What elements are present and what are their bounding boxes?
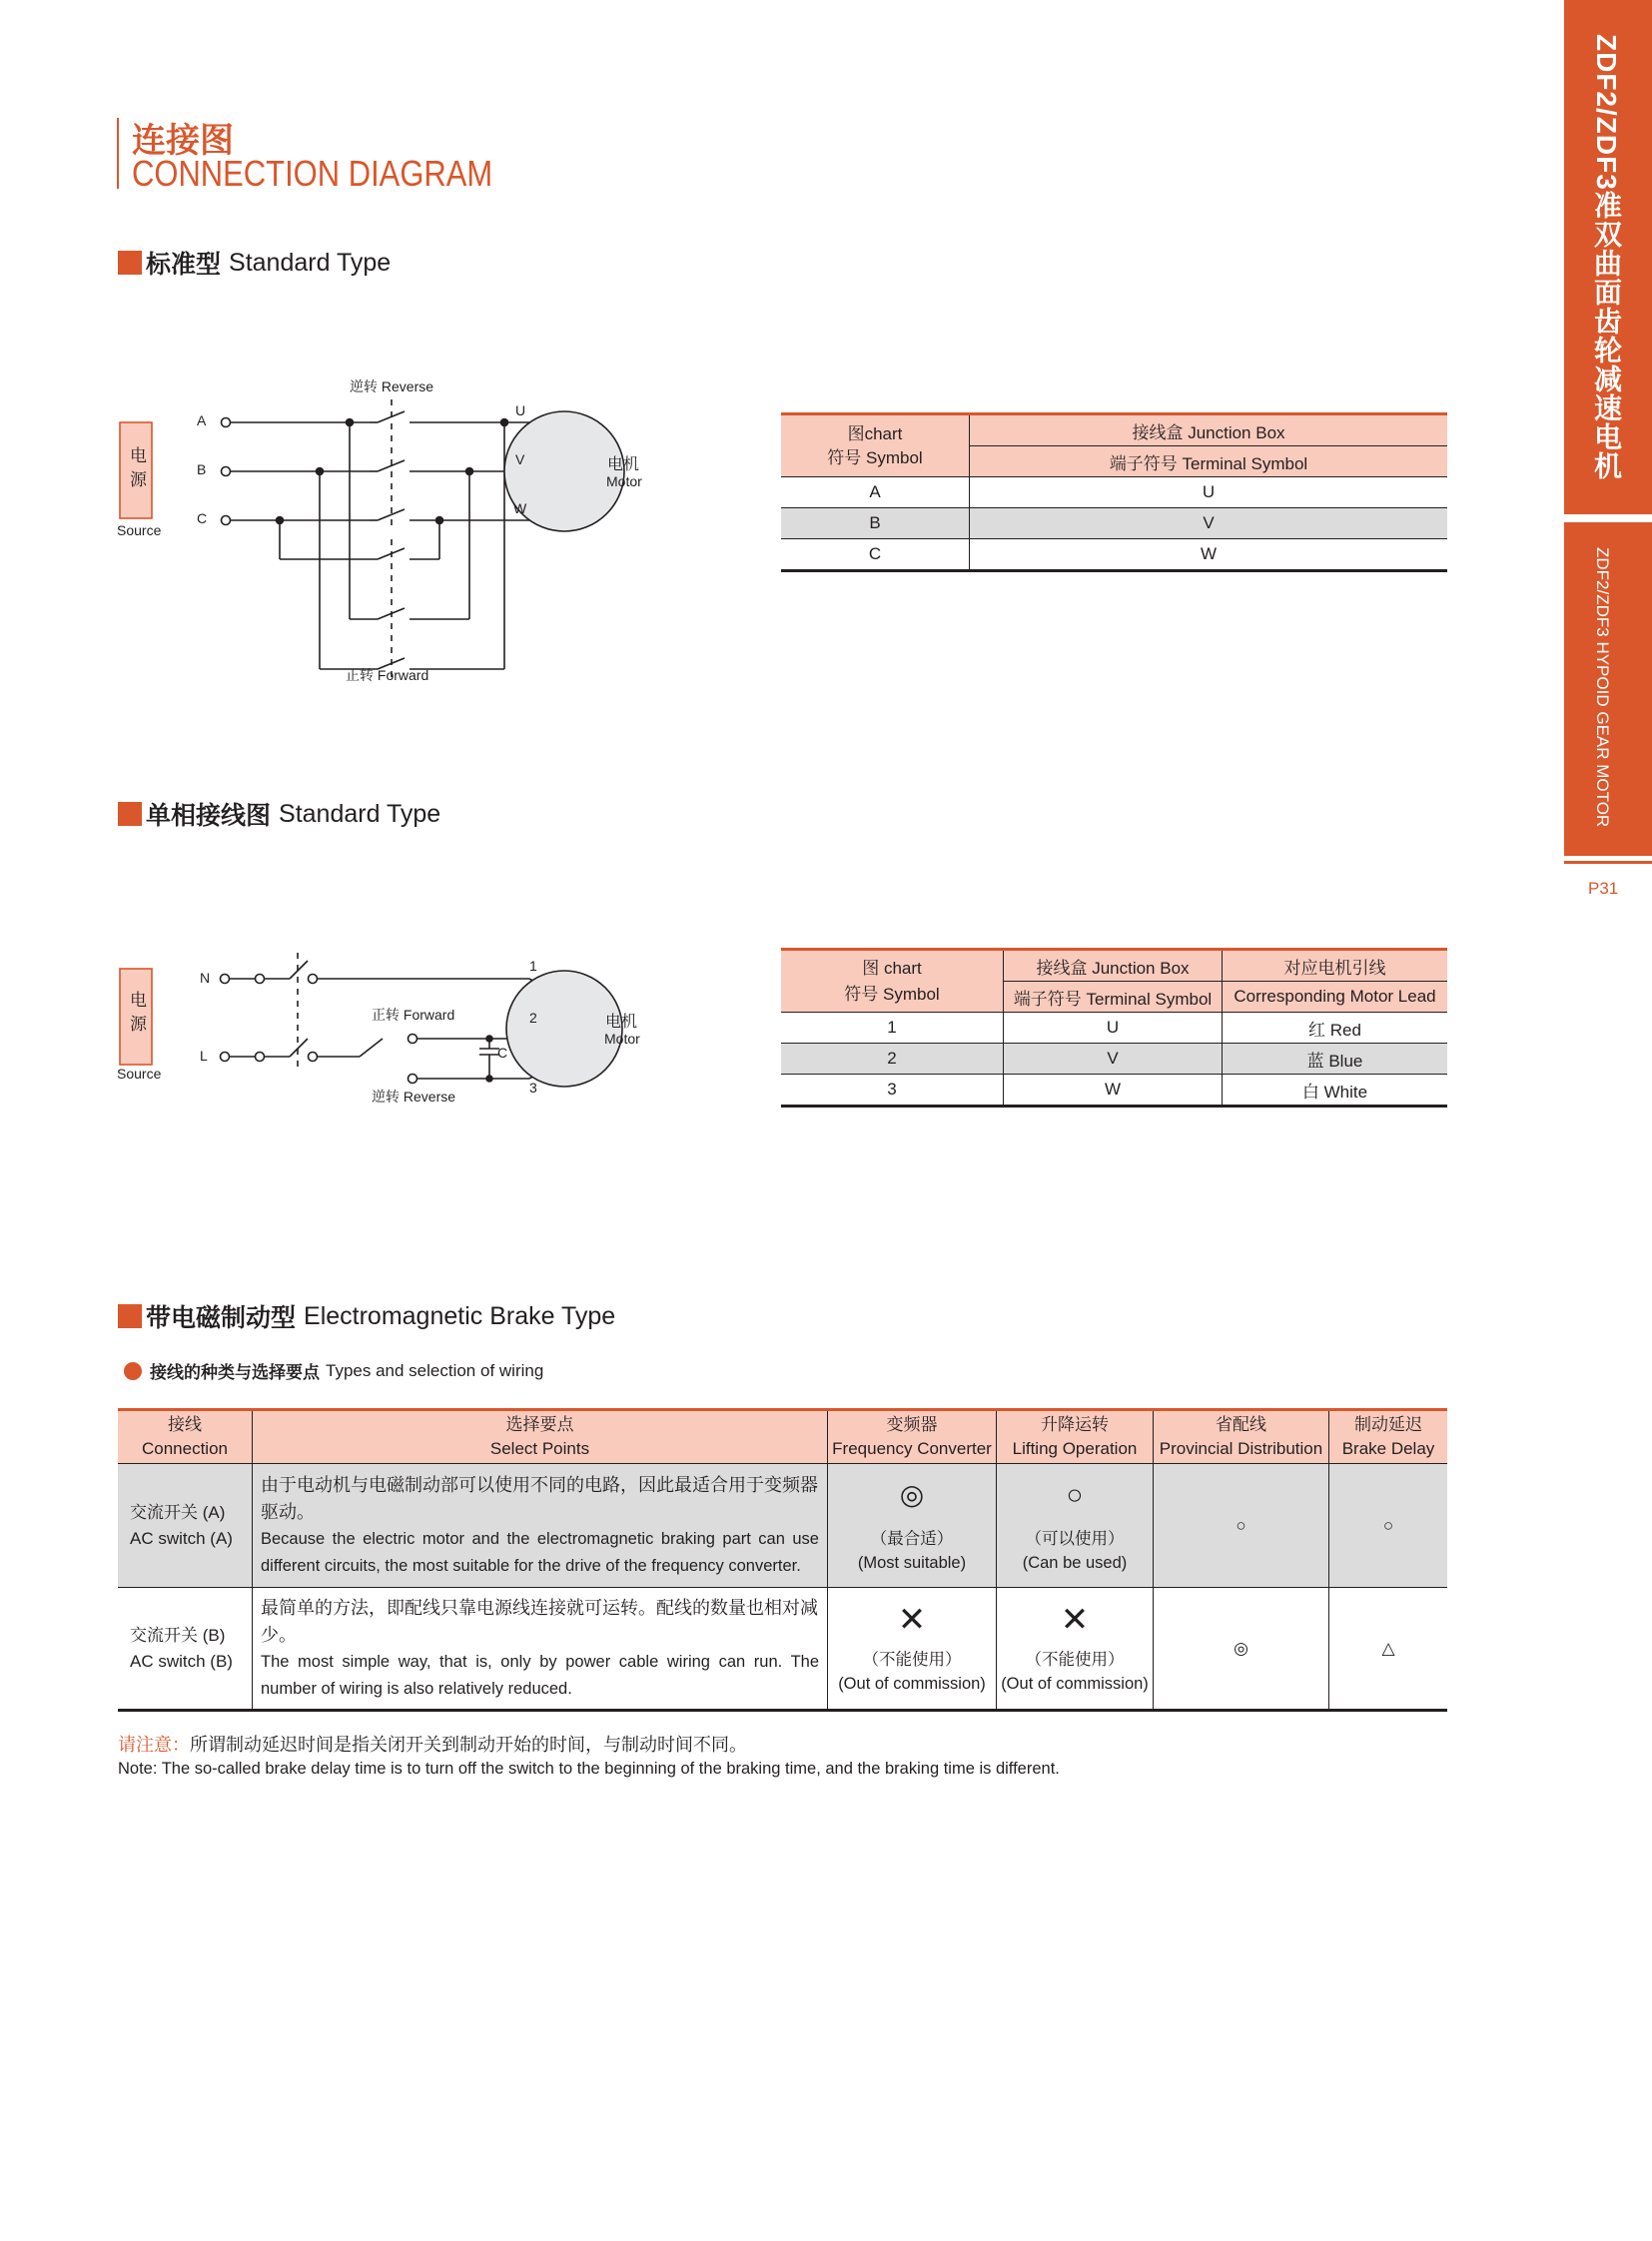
header-brake-delay: 制动延迟 Brake Delay xyxy=(1341,1415,1435,1458)
freq-b: ✕ （不能使用） (Out of commission) xyxy=(828,1588,997,1711)
source-label-en-2: Source xyxy=(117,1066,162,1082)
motor-label-en: Motor xyxy=(606,473,642,489)
section-square-icon xyxy=(118,1304,142,1328)
terminal-2-label: 2 xyxy=(529,1010,537,1026)
section-brake-type xyxy=(118,1298,615,1334)
line-c-label: C xyxy=(197,510,208,526)
section-title-cn: 单相接线图 xyxy=(146,802,272,830)
source-label-cn: 电 源 xyxy=(130,446,147,489)
table-row: A U xyxy=(781,477,1447,508)
cross-icon: ✕ xyxy=(897,1600,927,1639)
section-title-en: Standard Type xyxy=(279,799,441,828)
line-a-label: A xyxy=(197,412,207,428)
circle-icon: ○ xyxy=(1329,1464,1448,1588)
section-title-cn: 标准型 xyxy=(146,251,222,279)
motor-label-cn: 电机 xyxy=(607,456,640,473)
wiring-subheading xyxy=(124,1358,543,1383)
page-number: P31 xyxy=(1588,879,1619,898)
section-title-cn: 带电磁制动型 xyxy=(146,1304,297,1332)
three-phase-wiring-diagram xyxy=(100,360,719,699)
table2-header-chart: 图 chart 符号 Symbol xyxy=(781,950,1004,1013)
table-row: 2 V 蓝 Blue xyxy=(781,1044,1447,1075)
connection-a: 交流开关 (A) AC switch (A) xyxy=(118,1464,253,1588)
table2-header-terminal: 端子符号 Terminal Symbol xyxy=(1004,982,1223,1013)
table2-header-jbox: 接线盒 Junction Box xyxy=(1004,950,1223,982)
connection-b: 交流开关 (B) AC switch (B) xyxy=(118,1588,253,1711)
table-row xyxy=(118,1588,1447,1711)
subheading-cn: 接线的种类与选择要点 xyxy=(150,1363,320,1382)
source-label-cn-2: 电 源 xyxy=(130,991,147,1034)
bullet-dot-icon xyxy=(124,1362,142,1380)
line-l-label: L xyxy=(200,1048,208,1064)
terminal-table-standard xyxy=(781,412,1447,572)
select-point-a: 由于电动机与电磁制动部可以使用不同的电路，因此最适合用于变频器驱动。 Because the electric motor and the electromagnetic braking part can use different circuits, the most suitable for the drive of the frequency converter. xyxy=(253,1464,828,1588)
page-title-en: CONNECTION DIAGRAM xyxy=(132,153,493,194)
table-row xyxy=(118,1464,1447,1588)
wiring-selection-table xyxy=(118,1408,1447,1712)
circle-icon: ○ xyxy=(1154,1464,1329,1588)
header-connection: 接线 Connection xyxy=(118,1410,253,1464)
freq-a: ◎ （最合适） (Most suitable) xyxy=(828,1464,997,1588)
page-title-cn: 连接图 xyxy=(132,122,234,160)
header-provincial-distribution: 省配线 Provincial Distribution xyxy=(1154,1410,1329,1464)
forward-label: 正转 Forward xyxy=(346,667,429,683)
section-standard-type xyxy=(118,245,391,281)
section-single-phase xyxy=(118,796,440,832)
select-point-b: 最简单的方法，即配线只靠电源线连接就可运转。配线的数量也相对减少。 The most simple way, that is, only by power cable wiring can run. The number of wiring is also relatively reduced. xyxy=(253,1588,828,1711)
line-n-label: N xyxy=(200,970,211,986)
double-circle-icon: ◎ xyxy=(1154,1588,1329,1711)
motor-label-en-2: Motor xyxy=(604,1031,640,1047)
triangle-icon: △ xyxy=(1329,1588,1448,1711)
terminal-v-label: V xyxy=(515,451,525,467)
table-row: C W xyxy=(781,539,1447,571)
table2-header-lead-cn: 对应电机引线 xyxy=(1223,950,1448,982)
lift-a: ○ （可以使用） (Can be used) xyxy=(997,1464,1154,1588)
note-en: Note: The so-called brake delay time is to turn off the switch to the beginning of the braking time, and the braking time is different. xyxy=(118,1760,1060,1778)
section-square-icon xyxy=(118,251,142,275)
subheading-en: Types and selection of wiring xyxy=(326,1360,544,1380)
table-row: 3 W 白 White xyxy=(781,1075,1447,1107)
terminal-table-single-phase xyxy=(781,948,1447,1108)
header-lifting-operation: 升降运转 Lifting Operation xyxy=(997,1410,1154,1464)
table1-header-terminal: 端子符号 Terminal Symbol xyxy=(970,446,1448,477)
lift-b: ✕ （不能使用） (Out of commission) xyxy=(997,1588,1154,1711)
capacitor-label: C xyxy=(497,1045,508,1061)
line-b-label: B xyxy=(197,461,207,477)
forward-label-2: 正转 Forward xyxy=(372,1007,455,1023)
section-title-en: Standard Type xyxy=(229,248,392,277)
double-circle-icon: ◎ xyxy=(899,1478,925,1510)
side-subtitle: ZDF2/ZDF3 HYPOID GEAR MOTOR xyxy=(1593,547,1612,828)
header-frequency-converter: 变频器 Frequency Converter xyxy=(828,1410,997,1464)
motor-label-cn-2: 电机 xyxy=(605,1014,638,1031)
header-accent-bar xyxy=(117,118,119,189)
note-cn: 请注意：所谓制动延迟时间是指关闭开关到制动开始的时间，与制动时间不同。 xyxy=(118,1735,747,1755)
header-select-points: 选择要点 Select Points xyxy=(253,1410,828,1464)
side-divider xyxy=(1564,861,1652,864)
terminal-u-label: U xyxy=(515,402,526,418)
table2-header-lead-en: Corresponding Motor Lead xyxy=(1223,982,1448,1013)
terminal-3-label: 3 xyxy=(529,1080,537,1096)
cross-icon: ✕ xyxy=(1060,1600,1090,1639)
table-row: 1 U 红 Red xyxy=(781,1013,1447,1044)
reverse-label: 逆转 Reverse xyxy=(350,378,434,394)
section-title-en: Electromagnetic Brake Type xyxy=(304,1301,616,1330)
table1-header-chart: 图chart 符号 Symbol xyxy=(781,414,970,477)
circle-icon: ○ xyxy=(1066,1478,1084,1510)
table-row: B V xyxy=(781,508,1447,539)
source-label-en: Source xyxy=(117,522,162,538)
section-square-icon xyxy=(118,802,142,826)
terminal-1-label: 1 xyxy=(529,958,537,974)
side-title: ZDF2/ZDF3准双曲面齿轮减速电机 xyxy=(1591,34,1622,480)
table1-header-jbox: 接线盒 Junction Box xyxy=(970,414,1448,446)
reverse-label-2: 逆转 Reverse xyxy=(372,1089,456,1105)
terminal-w-label: W xyxy=(513,500,527,516)
